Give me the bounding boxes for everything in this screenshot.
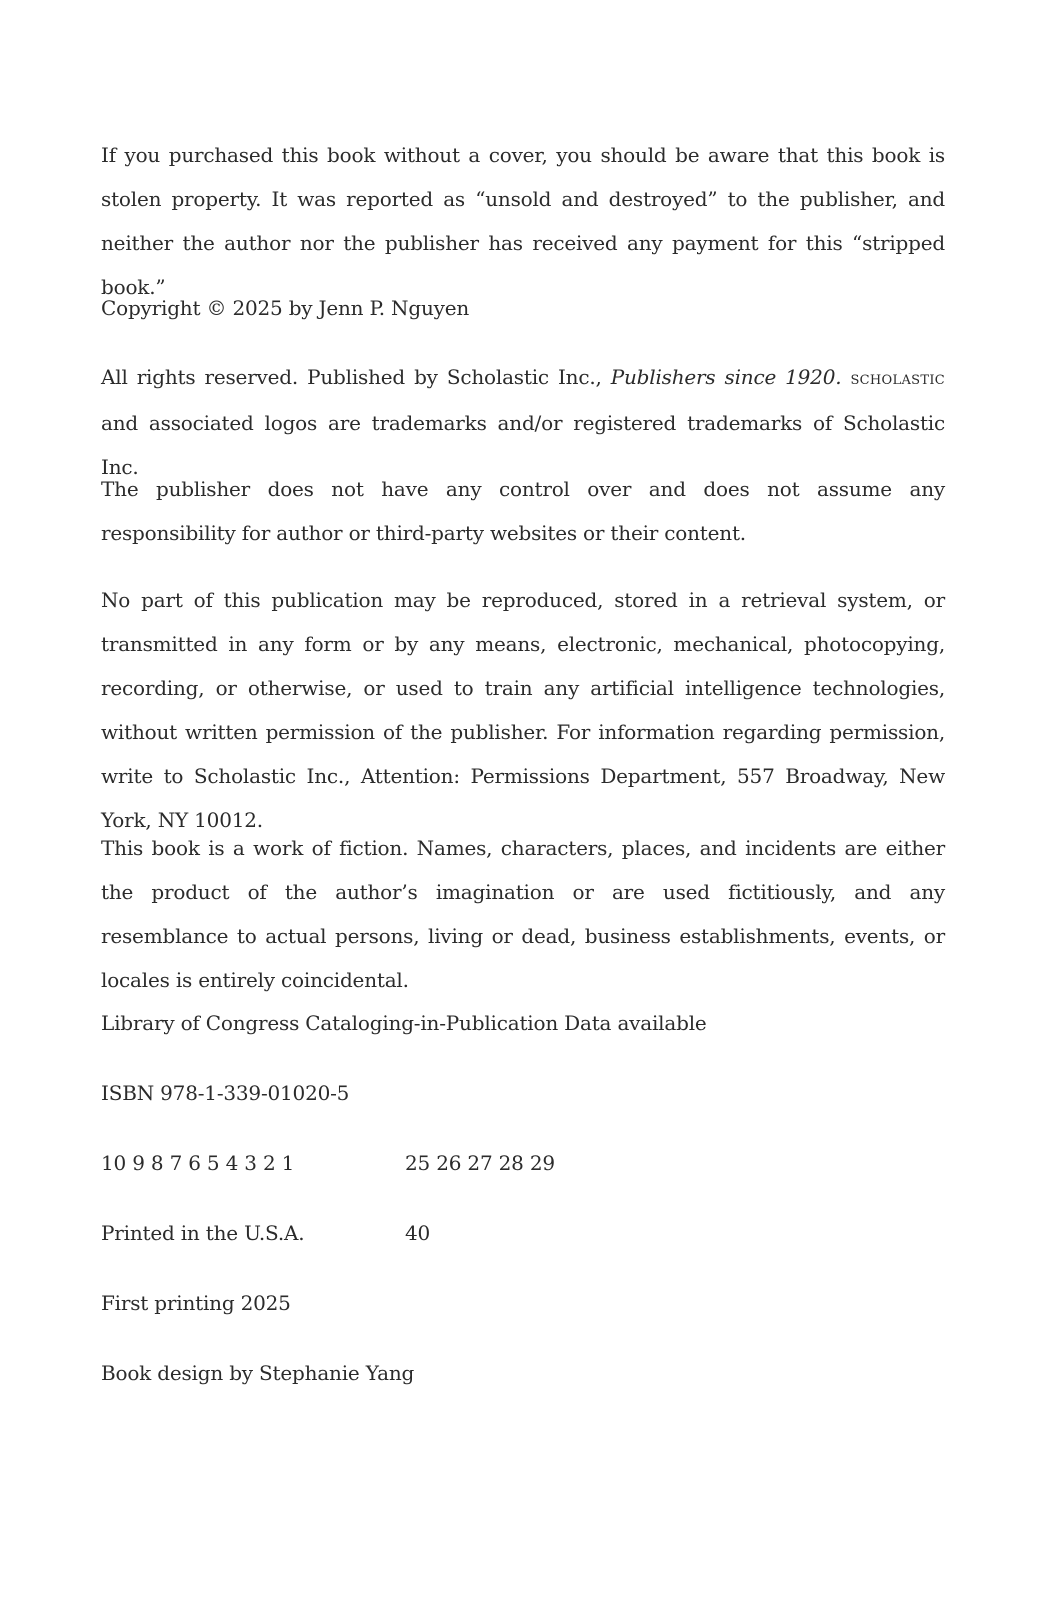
printer-code: 40 (405, 1221, 431, 1245)
isbn-line: ISBN 978-1-339-01020-5 (101, 1081, 350, 1105)
cip-data-line: Library of Congress Cataloging-in-Publication Data available (101, 1011, 707, 1035)
scholastic-trademark: scholastic (850, 368, 945, 389)
printed-in-row (101, 1221, 945, 1245)
fiction-disclaimer: This book is a work of fiction. Names, characters, places, and incidents are either the product of the author’s imagination or are used fictitiously, and any resemblance to actual persons, living or dead, business establishments, events, or locales is entirely coincidental. (101, 836, 945, 992)
printing-year-line: 25 26 27 28 29 (405, 1151, 555, 1175)
stripped-book-notice: If you purchased this book without a cover, you should be aware that this book is stolen property. It was reported as “unsold and destroyed” to the publisher, and neither the author nor the publisher has received any payment for this “stripped book.” (101, 143, 945, 299)
printing-number-line: 10 9 8 7 6 5 4 3 2 1 (101, 1151, 295, 1175)
publishers-since-tagline: Publishers since 1920. (610, 365, 842, 389)
printed-in-line: Printed in the U.S.A. (101, 1221, 305, 1245)
rights-text-end: and associated logos are trademarks and/or registered trademarks of Scholastic Inc. (101, 411, 945, 479)
websites-disclaimer: The publisher does not have any control over and does not assume any responsibility for author or third-party websites or their content. (101, 477, 945, 545)
rights-text-start: All rights reserved. Published by Scholastic Inc., (101, 365, 611, 389)
printing-row (101, 1151, 945, 1175)
reproduction-notice: No part of this publication may be reproduced, stored in a retrieval system, or transmitted in any form or by any means, electronic, mechanical, photocopying, recording, or otherwise, or used to train any artificial intelligence technologies, without written permission of the publisher. For information regarding permission, write to Scholastic Inc., Attention: Permissions Department, 557 Broadway, New York, NY 10012. (101, 588, 945, 832)
first-printing-line: First printing 2025 (101, 1291, 291, 1315)
copyright-line: Copyright © 2025 by Jenn P. Nguyen (101, 296, 470, 320)
book-design-credit: Book design by Stephanie Yang (101, 1361, 415, 1385)
